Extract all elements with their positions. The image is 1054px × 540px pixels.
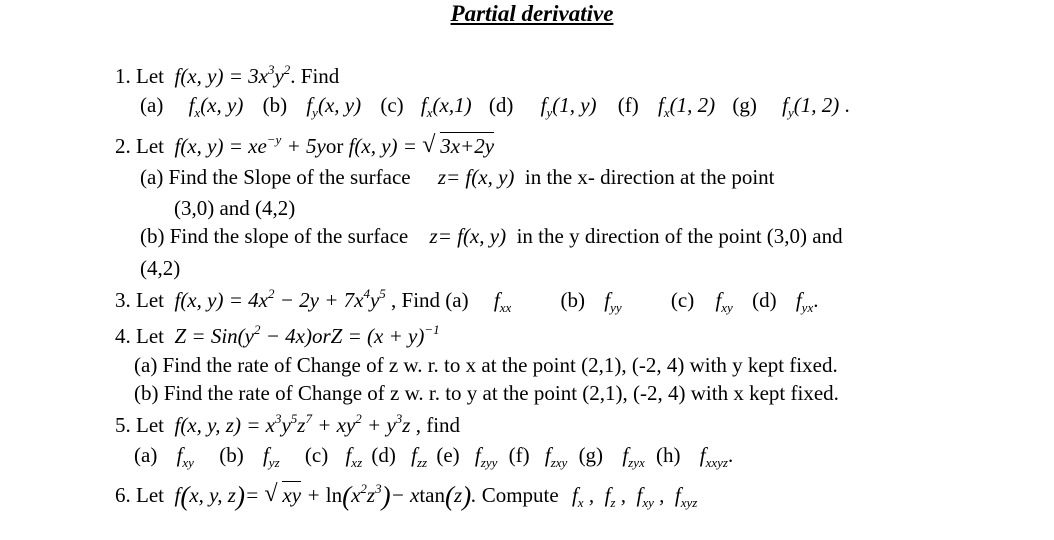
math-expression: $f_{zyx}$	[622, 443, 645, 470]
question-number: 2.	[115, 134, 131, 158]
question-5-parts: (a) $f_{xy}$ (b) $f_{yz}$ (c) $f_{xz}$ (d) $f_{zz}$ (e) $f_{zyy}$ (f) $f_{zxy}$ (g) $f_{zyx}$ (h) $f_{xxyz}$.	[134, 443, 734, 470]
math-expression: $f_{xx}$	[493, 288, 512, 315]
question-number: 4.	[115, 324, 131, 348]
question-1-parts: (a) $f_x(x$, y) (b) $f_y(x$, y) (c) $f_x(x,1)$ (d) $f_y(1$, y) (f) $f_x(1$, 2) (g) $f_y(1$, 2) .	[140, 93, 850, 120]
connector-word: or	[311, 324, 331, 348]
question-number: 5.	[115, 413, 131, 437]
part-label: (b)	[262, 93, 288, 117]
math-expression: f(x, $y) = 4x^2 - 2y + 7x^4y^5$	[174, 286, 386, 312]
question-4-part-b: (b) Find the rate of Change of z w. r. to y at the point (2,1), (-2, 4) with x kept fixed.	[134, 381, 839, 405]
question-2-part-a: (a) Find the Slope of the surface z= f(x, y) in the x- direction at the point	[140, 165, 775, 189]
question-4-statement	[115, 323, 440, 347]
part-label: (c)	[304, 443, 329, 467]
math-expression: $f_y(x$, y)	[306, 93, 362, 120]
part-label: (d)	[752, 288, 777, 312]
math-expression: $f_{zxy}$	[544, 443, 568, 470]
question-text: Let	[136, 324, 164, 348]
question-2-part-b: (b) Find the slope of the surface z= f(x, y) in the y direction of the point (3,0) and	[140, 224, 843, 248]
question-2-part-b-points: (4,2)	[140, 256, 181, 280]
math-expression: z= f(x, y)	[429, 224, 507, 248]
part-label: (c)	[380, 93, 404, 117]
math-expression: $f_{xz}$	[345, 443, 363, 470]
math-expression: $Z = Sin(y^2 - 4x)$	[174, 322, 312, 348]
part-label: (g)	[732, 93, 757, 117]
question-text: Let	[136, 413, 164, 437]
question-3-statement: 3. Let f(x, $y) = 4x^2 - 2y + 7x^4y^5$ , Find (a) $f_{xx}$ (b) $f_{yy}$ (c) $f_{xy}$ (d) $f_{yx}$.	[115, 286, 819, 315]
part-label: (f)	[508, 443, 530, 467]
question-2-statement	[115, 133, 494, 157]
math-expression: f(x, $y) = 3x^3y^2$	[174, 62, 291, 88]
math-expression: z= f(x, y)	[437, 165, 515, 189]
page-title: Partial derivative	[450, 1, 614, 26]
math-expression: $Z = (x + y)^{-1}$	[330, 322, 440, 348]
part-label: (e)	[436, 443, 460, 467]
part-label: (d)	[488, 93, 514, 117]
math-expression: $f_y(1$, y)	[540, 93, 597, 120]
part-label: (g)	[578, 443, 604, 467]
connector-word: or	[325, 134, 344, 158]
math-expression: $f_{yy}$	[604, 288, 622, 315]
question-6-statement: 6. Let f(x, y, z)= √ xy + $\ln(x^2z^3)- xtan(z)$. Compute $f_x$ , $f_z$ , $f_{xy}$ , $f_{xyz}$	[115, 481, 698, 511]
math-expression: f(x, y, $z) = x^3y^5z^7 + xy^2 + y^3z$	[174, 411, 411, 437]
part-label: (h)	[656, 443, 681, 467]
part-label: (d)	[371, 443, 396, 467]
part-label: (b)	[560, 288, 585, 312]
math-expression: $f_x(x$, y)	[188, 93, 244, 120]
part-label: (a)	[140, 93, 164, 117]
question-2-part-a-points: (3,0) and (4,2)	[174, 196, 296, 220]
math-expression: $f_x(1$, 2)	[658, 93, 716, 120]
question-text: Let	[136, 134, 164, 158]
question-number: 1.	[115, 64, 131, 88]
math-expression: $f_{xxyz}$	[699, 443, 728, 470]
math-expression: f(x, $y) = xe^{-y} + 5y$	[174, 132, 326, 158]
question-text: Let	[136, 483, 164, 507]
question-number: 6.	[115, 483, 131, 507]
question-number: 3.	[115, 288, 131, 312]
math-expression: f(x, y, z)= √ xy + $\ln(x^2z^3)- xtan(z)$.	[174, 481, 477, 511]
part-label: (c)	[670, 288, 695, 312]
math-expression: $f_{yz}$	[262, 443, 280, 470]
question-5-statement: 5. Let f(x, y, $z) = x^3y^5z^7 + xy^2 + y^3z$ , find	[115, 411, 461, 437]
math-expression: $f_y(1$, 2)	[782, 93, 840, 120]
part-label: (a)	[134, 443, 158, 467]
question-text: Let	[136, 64, 164, 88]
question-text: Let	[136, 288, 164, 312]
math-expression: f(x, y) = √ 3x+2y	[348, 132, 495, 158]
math-expression: $f_x(x,1)$	[420, 93, 472, 120]
math-expression: $f_{xy}$	[715, 288, 733, 315]
part-label: (b)	[219, 443, 244, 467]
math-expression: $f_{zz}$	[411, 443, 428, 470]
math-expression: $f_{yx}$	[795, 288, 814, 315]
math-expression: $f_{xy}$	[176, 443, 194, 470]
math-expression: $f_x$ , $f_z$ , $f_{xy}$ , $f_{xyz}$	[571, 483, 698, 510]
math-expression: $f_{zyy}$	[474, 443, 498, 470]
question-4-part-a: (a) Find the rate of Change of z w. r. to x at the point (2,1), (-2, 4) with y kept fixed.	[134, 353, 838, 377]
question-1-statement	[115, 63, 339, 87]
question-text: . Find	[290, 64, 340, 88]
part-label: (f)	[617, 93, 639, 117]
